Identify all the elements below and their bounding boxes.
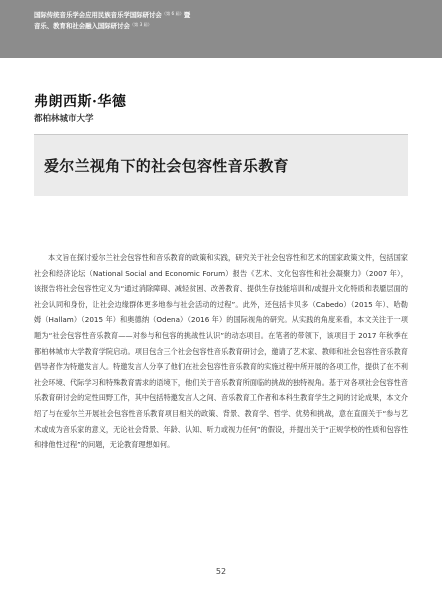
conference-header <box>34 9 274 31</box>
title-box-divider <box>34 134 408 135</box>
author-affiliation: 都柏林城市大学 <box>34 114 94 124</box>
page-number: 52 <box>215 567 227 576</box>
article-title: 爱尔兰视角下的社会包容性音乐教育 <box>44 157 289 175</box>
edition-note-1: （第 6 届） <box>161 11 184 16</box>
edition-note-2: （第 3 届） <box>129 22 152 27</box>
conference-name-2: 音乐、教育和社会融入国际研讨会 <box>34 22 130 30</box>
author-name: 弗朗西斯·华德 <box>34 94 127 110</box>
conference-header-line-2 <box>34 20 274 31</box>
conference-name-1: 国际传统音乐学会应用民族音乐学国际研讨会 <box>34 11 162 19</box>
conference-join-word: 暨 <box>183 11 191 19</box>
conference-header-line-1 <box>34 9 274 20</box>
abstract-paragraph: 本文旨在探讨爱尔兰社会包容性和音乐教育的政策和实践，研究关于社会包容性和艺术的国家政策文件，包括国家社会和经济论坛（National Social and Economic Forum）报告《艺术、文化包容性和社会凝聚力》（2007 年），该报告将社会包容性定义为“通过消除障碍、减轻贫困、改善教育、提供生存技能培训和/或提升文化特质和表靥层面的社会认同和身份，让社会边缘群体更多地参与社会活动的过程”。此外，还包括卡贝多（Cabedo）（2015 年）、哈勒姆（Hallam）（2015 年）和奥德纳（Odena）（2016 年）的国际视角的研究。从实践的角度来看，本文关注于一项题为“社会包容性音乐教育——对参与和包容的挑战性认识”的动态项目。在笔者的带领下，该项目于 2017 年秋季在都柏林城市大学教育学院启动。项目包含三个社会包容性音乐教育研讨会，邀请了艺术家、教师和社会包容性音乐教育倡导者作为特邀发言人。特邀发言人分享了他们在社会包容性音乐教育的实施过程中所开展的各项工作，提供了在不利社会环境、代际学习和特殊教育需求的语境下，他们关于音乐教育所面临的挑战的独特视角。基于对各项社会包容性音乐教育研讨会的定性田野工作，其中包括特邀发言人之间、音乐教育工作者和本科生教育学生之间的讨论成果，本文介绍了与在爱尔兰开展社会包容性音乐教育项目相关的政策、背景、教育学、哲学、优势和挑战，意在直面关于“参与艺术或成为音乐家的意义，无论社会背景、年龄、认知、听力或视力任何”的假设，并提出关于“正规学校的性质和包容性和排他性过程”的问题，无论教育理想如何。 <box>34 253 409 450</box>
